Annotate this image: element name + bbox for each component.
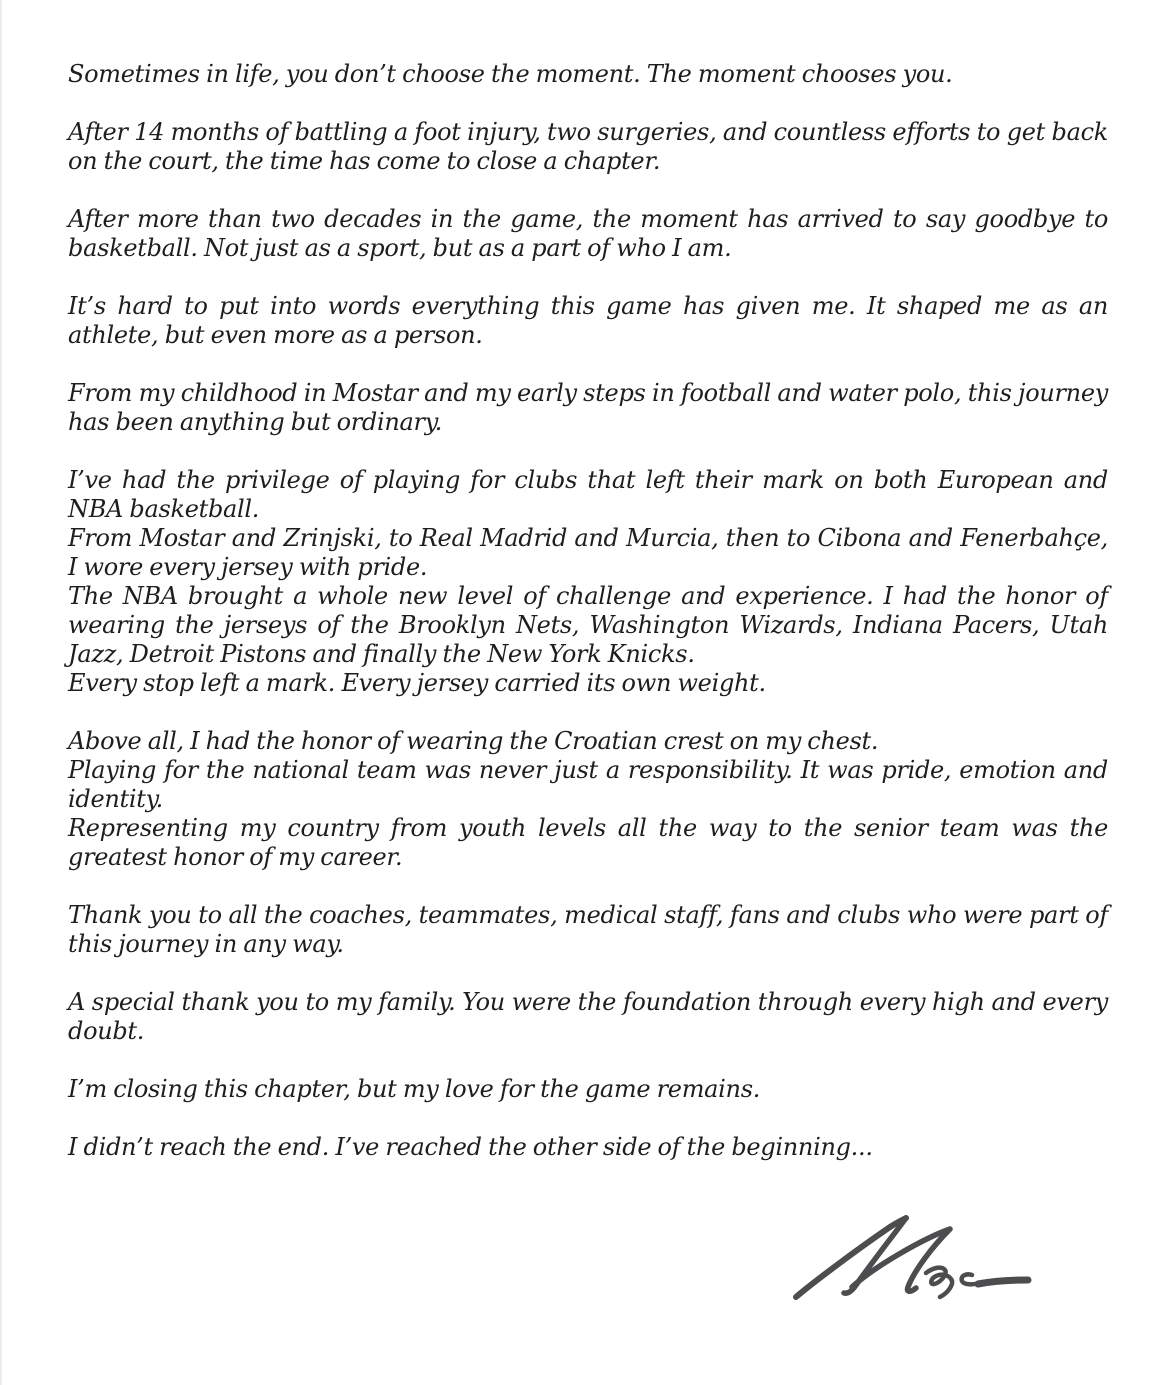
paragraph-group (68, 292, 1108, 350)
letter-paragraph: A special thank you to my family. You were the foundation through every high and every doubt. (68, 988, 1108, 1045)
paragraph-group (68, 727, 1108, 872)
letter-paragraph: After more than two decades in the game, the moment has arrived to say goodbye to basketball. Not just as a sport, but as a part of who I am. (68, 205, 1108, 262)
letter-paragraph: Playing for the national team was never just a responsibility. It was pride, emotion and identity. (68, 756, 1108, 813)
letter-paragraph: From Mostar and Zrinjski, to Real Madrid and Murcia, then to Cibona and Fenerbahçe, I wore every jersey with pride. (68, 524, 1108, 581)
paragraph-group (68, 118, 1108, 176)
letter-paragraph: The NBA brought a whole new level of challenge and experience. I had the honor of wearing the jerseys of the Brooklyn Nets, Washington Wizards, Indiana Pacers, Utah Jazz, Detroit Pistons and finally the New York Knicks. (68, 582, 1108, 668)
paragraph-group (68, 205, 1108, 263)
paragraph-group (68, 1133, 1108, 1162)
letter-paragraph: Thank you to all the coaches, teammates, medical staff, fans and clubs who were part of this journey in any way. (68, 901, 1108, 958)
letter-paragraph: It’s hard to put into words everything this game has given me. It shaped me as an athlete, but even more as a person. (68, 292, 1108, 349)
letter-paragraph: I didn’t reach the end. I’ve reached the other side of the beginning... (68, 1133, 873, 1161)
letter-paragraph: I’m closing this chapter, but my love for the game remains. (68, 1075, 761, 1103)
letter-paragraph: From my childhood in Mostar and my early steps in football and water polo, this journey has been anything but ordinary. (68, 379, 1108, 436)
letter-paragraph: I’ve had the privilege of playing for clubs that left their mark on both European and NBA basketball. (68, 466, 1108, 523)
paragraph-group (68, 466, 1108, 698)
letter-body (68, 60, 1108, 1162)
paragraph-group (68, 60, 1108, 89)
paragraph-group (68, 1075, 1108, 1104)
handwritten-signature (782, 1205, 1042, 1315)
paragraph-group (68, 988, 1108, 1046)
paragraph-group (68, 379, 1108, 437)
letter-paragraph: Every stop left a mark. Every jersey carried its own weight. (68, 669, 766, 697)
signature-row (782, 1205, 1042, 1315)
letter-paragraph: Above all, I had the honor of wearing the Croatian crest on my chest. (68, 727, 879, 755)
paragraph-group (68, 901, 1108, 959)
letter-paragraph: Sometimes in life, you don’t choose the moment. The moment chooses you. (68, 60, 953, 88)
letter-paragraph: After 14 months of battling a foot injury, two surgeries, and countless efforts to get back on the court, the time has come to close a chapter. (68, 118, 1108, 175)
letter-paragraph: Representing my country from youth levels all the way to the senior team was the greatest honor of my career. (68, 814, 1108, 871)
